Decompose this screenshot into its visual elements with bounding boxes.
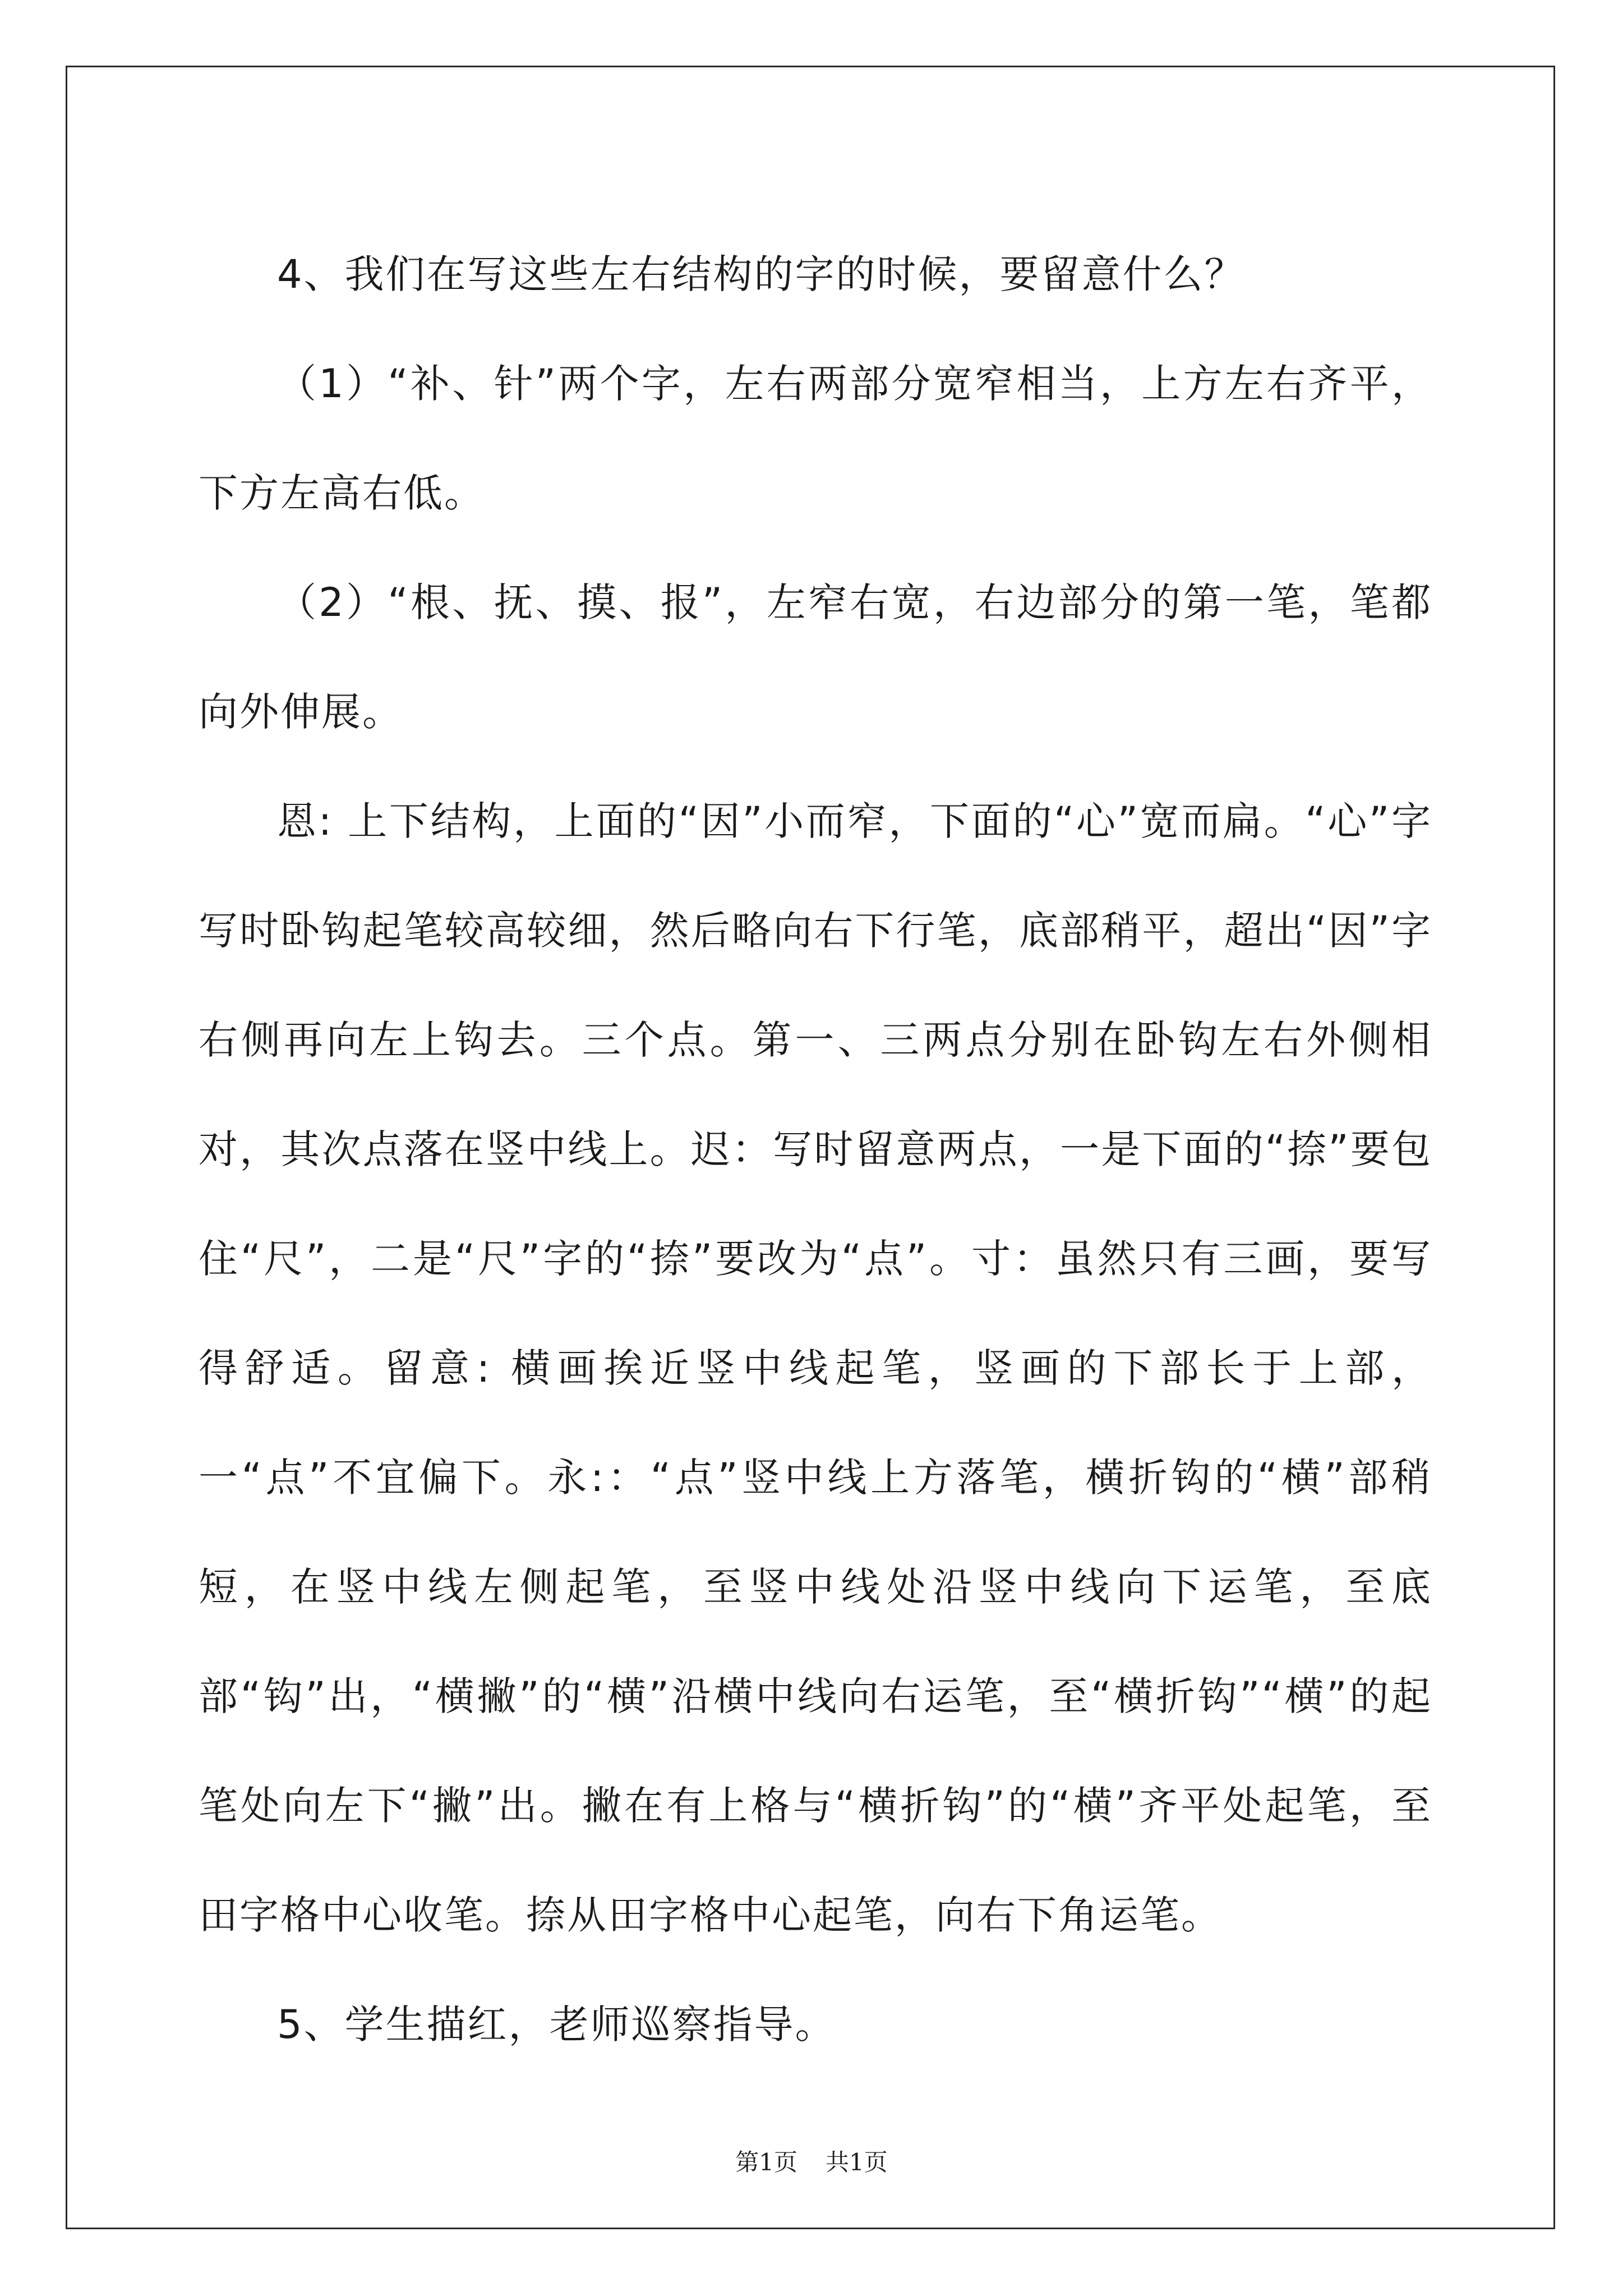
page-footer	[0, 2144, 1623, 2178]
paragraph-step-5: 5、学生描红，老师巡察指导。	[277, 2001, 836, 2047]
paragraph-character-notes: 恩: 上下结构，上面的“因”小而窄，下面的“心”宽而扁。“心”字写时卧钩起笔较高较细，然后略向右下行笔，底部稍平，超出“因”字右侧再向左上钩去。三个点。第一、三两点分别在卧钩左右外侧相对，其次点落在竖中线上。迟：写时留意两点，一是下面的“捺”要包住“尺”，二是“尺”字的“捺”要改为“点”。寸：虽然只有三画，要写得舒适。留意: 横画挨近竖中线起笔，竖画的下部长于上部，一“点”不宜偏下。永:：“点”竖中线上方落笔，横折钩的“横”部稍短，在竖中线左侧起笔，至竖中线处沿竖中线向下运笔，至底部“钩”出，“横撇”的“横”沿横中线向右运笔，至“横折钩”“横”的起笔处向左下“撇”出。撇在有上格与“横折钩”的“横”齐平处起笔，至田字格中心收笔。捺从田字格中心起笔，向右下角运笔。	[199, 798, 1432, 1938]
page-number-current: 第1页	[735, 2148, 797, 2176]
page-number-total: 共1页	[826, 2148, 888, 2176]
paragraph-point-1: （1）“补、针”两个字，左右两部分宽窄相当，上方左右齐平，下方左高右低。	[199, 361, 1432, 516]
document-body	[199, 220, 1432, 2079]
paragraph-point-2: （2）“根、抚、摸、报”，左窄右宽，右边部分的第一笔，笔都向外伸展。	[199, 579, 1432, 735]
paragraph-question-4: 4、我们在写这些左右结构的字的时候，要留意什么？	[277, 251, 1246, 297]
